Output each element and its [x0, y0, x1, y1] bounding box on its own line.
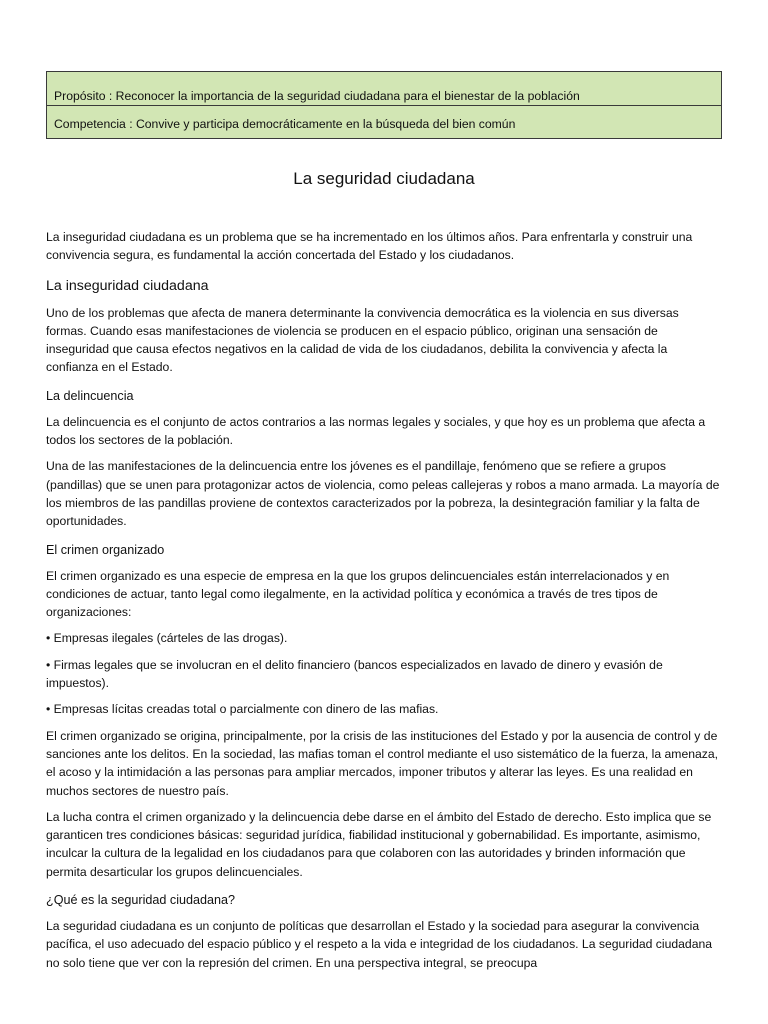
intro-paragraph: La inseguridad ciudadana es un problema que se ha incrementado en los últimos años. Para enfrentarla y construir una convivencia segura, es fundamental la acción concertada del Estado y los ciudadanos. [46, 230, 693, 263]
heading-delincuencia: La delincuencia [46, 388, 134, 403]
list-item: • Firmas legales que se involucran en el delito financiero (bancos especializados en lavado de dinero y evasión de impuestos). [46, 657, 663, 691]
header-box [46, 71, 722, 139]
list-item: • Empresas lícitas creadas total o parcialmente con dinero de las mafias. [46, 702, 439, 717]
purpose-row: Propósito : Reconocer la importancia de la seguridad ciudadana para el bienestar de la población [54, 89, 580, 103]
heading-crimen: El crimen organizado [46, 542, 165, 557]
document-body [46, 228, 722, 980]
heading-que-es: ¿Qué es la seguridad ciudadana? [46, 893, 236, 908]
paragraph-que-es: La seguridad ciudadana es un conjunto de políticas que desarrollan el Estado y la sociedad para asegurar la convivencia pacífica, el uso adecuado del espacio público y el respeto a la vida e integridad de los ciudadanos. La seguridad ciudadana no solo tiene que ver con la represión del crimen. En una perspectiva integral, se preocupa [46, 919, 713, 970]
paragraph-crimen-2: El crimen organizado se origina, principalmente, por la crisis de las instituciones del Estado y por la ausencia de control y de sanciones ante los delitos. En la sociedad, las mafias toman el control mediante el uso sistemático de la fuerza, la amenaza, el acoso y la intimidación a las personas para ampliar mercados, imponer tributos y alterar las leyes. Es una realidad en muchos sectores de nuestro país. [46, 728, 719, 798]
paragraph-crimen-3: La lucha contra el crimen organizado y la delincuencia debe darse en el ámbito del Estado de derecho. Esto implica que se garanticen tres condiciones básicas: seguridad jurídica, fiabilidad institucional y gobernabilidad. Es importante, asimismo, inculcar la cultura de la legalidad en los ciudadanos para que colaboren con las autoridades y brinden información que permita desarticular los grupos delincuenciales. [46, 809, 712, 879]
list-item: • Empresas ilegales (cárteles de las drogas). [46, 631, 288, 646]
paragraph-delincuencia-1: La delincuencia es el conjunto de actos contrarios a las normas legales y sociales, y que hoy es un problema que afecta a todos los sectores de la población. [46, 414, 706, 448]
paragraph-inseguridad: Uno de los problemas que afecta de manera determinante la convivencia democrática es la violencia en sus diversas formas. Cuando esas manifestaciones de violencia se producen en el espacio público, originan una sensación de inseguridad que causa efectos negativos en la calidad de vida de los ciudadanos, debilita la convivencia y afecta la confianza en el Estado. [46, 305, 679, 375]
page-title: La seguridad ciudadana [293, 169, 475, 188]
heading-inseguridad: La inseguridad ciudadana [46, 277, 209, 294]
competence-row: Competencia : Convive y participa democráticamente en la búsqueda del bien común [47, 105, 721, 138]
paragraph-crimen-1: El crimen organizado es una especie de empresa en la que los grupos delincuenciales están interrelacionados y en condiciones de actuar, tanto legal como ilegalmente, en la actividad política y económica a través de tres tipos de organizaciones: [46, 568, 670, 620]
paragraph-delincuencia-2: Una de las manifestaciones de la delincuencia entre los jóvenes es el pandillaje, fenómeno que se refiere a grupos (pandillas) que se unen para protagonizar actos de violencia, como peleas callejeras y robos a mano armada. La mayoría de los miembros de las pandillas proviene de contextos caracterizados por la pobreza, la desintegración familiar y la falta de oportunidades. [46, 459, 720, 529]
